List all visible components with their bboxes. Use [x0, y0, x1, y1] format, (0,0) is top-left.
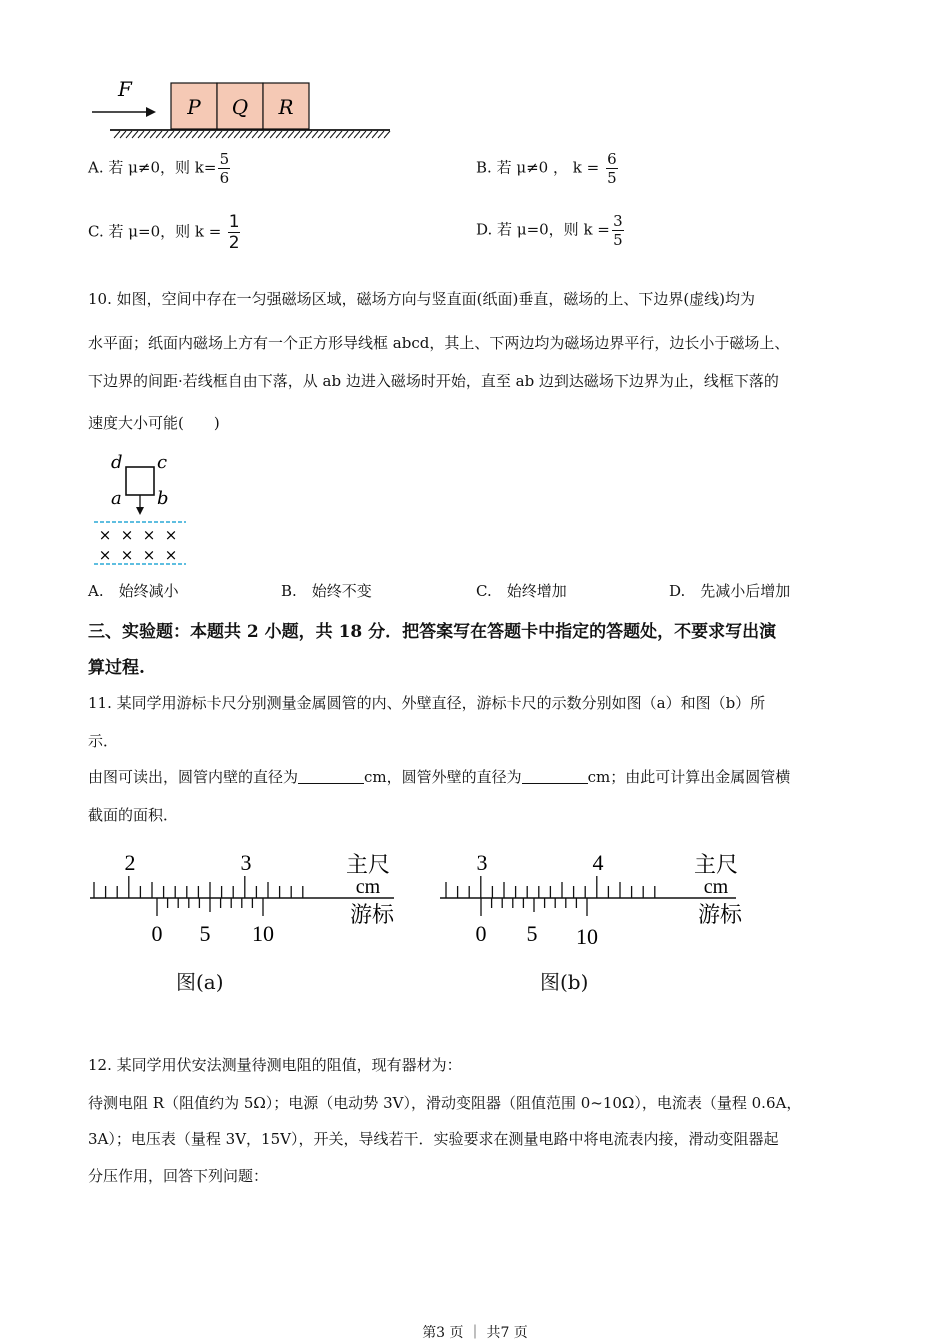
q10-option-c: C. 始终增加	[476, 582, 567, 600]
q11-line-4: 截面的面积．	[88, 806, 179, 824]
hatch-line	[276, 131, 282, 138]
hatch-line	[240, 131, 246, 138]
q10-option-a: A. 始终减小	[88, 582, 179, 600]
hatch-line	[360, 131, 366, 138]
hatch-line	[126, 131, 132, 138]
q9-option-c: C. 若 μ=0，则 k = $\frac{1}{2}$	[88, 212, 240, 253]
block-p-label: P	[187, 95, 201, 119]
q10-line-4: 速度大小可能( )	[88, 414, 220, 432]
hatch-line	[234, 131, 240, 138]
magnetic-field-figure	[88, 448, 198, 572]
field-x-mark: ×	[98, 526, 112, 544]
caliper-b-ticks	[446, 876, 655, 916]
ground-hatch	[114, 131, 390, 138]
label-d: d	[111, 452, 123, 473]
hatch-line	[318, 131, 324, 138]
block-r-label: R	[278, 95, 294, 119]
q11-line-1: 11. 某同学用游标卡尺分别测量金属圆管的内、外壁直径，游标卡尺的示数分别如图（a）和图（b）所	[88, 694, 766, 712]
caliper-a-caption: 图(a)	[176, 970, 224, 994]
field-marks	[99, 526, 178, 564]
hatch-line	[270, 131, 276, 138]
hatch-line	[192, 131, 198, 138]
q10-line-1: 10. 如图，空间中存在一匀强磁场区域，磁场方向与竖直面(纸面)垂直，磁场的上、下边界(虚线)均为	[88, 290, 756, 308]
caliper-b-main-4: 4	[592, 850, 604, 875]
field-x-mark: ×	[142, 526, 156, 544]
q12-line-1: 12. 某同学用伏安法测量待测电阻的阻值，现有器材为：	[88, 1056, 462, 1074]
section3-heading-line-1: 三、实验题：本题共 2 小题，共 18 分．把答案写在答题卡中指定的答题处，不要求写出演	[88, 622, 777, 642]
field-x-mark: ×	[98, 546, 112, 564]
force-arrowhead	[146, 107, 156, 117]
hatch-line	[342, 131, 348, 138]
caliper-b-vernier-0: 0	[475, 921, 487, 946]
caliper-b-unit: cm	[703, 876, 729, 898]
hatch-line	[186, 131, 192, 138]
caliper-a-ticks	[94, 876, 303, 916]
hatch-line	[210, 131, 216, 138]
hatch-line	[168, 131, 174, 138]
label-b: b	[157, 488, 169, 509]
caliper-a-main-2: 2	[124, 850, 136, 875]
hatch-line	[150, 131, 156, 138]
hatch-line	[216, 131, 222, 138]
inner-diameter-blank[interactable]	[298, 783, 364, 784]
hatch-line	[294, 131, 300, 138]
hatch-line	[120, 131, 126, 138]
hatch-line	[312, 131, 318, 138]
hatch-line	[330, 131, 336, 138]
hatch-line	[366, 131, 372, 138]
caliper-b-main-label: 主尺	[693, 852, 739, 877]
q10-option-b: B. 始终不变	[281, 582, 372, 600]
hatch-line	[336, 131, 342, 138]
hatch-line	[222, 131, 228, 138]
caliper-a-unit: cm	[355, 876, 381, 898]
hatch-line	[288, 131, 294, 138]
hatch-line	[198, 131, 204, 138]
caliper-a	[84, 846, 400, 950]
hatch-line	[138, 131, 144, 138]
caliper-a-vernier-5: 5	[199, 921, 211, 946]
hatch-line	[384, 131, 390, 138]
hatch-line	[300, 131, 306, 138]
caliper-b	[436, 846, 752, 950]
field-x-mark: ×	[120, 526, 134, 544]
q10-line-2: 水平面；纸面内磁场上方有一个正方形导线框 abcd，其上、下两边均为磁场边界平行，边长小于磁场上、	[88, 334, 790, 352]
hatch-line	[372, 131, 378, 138]
hatch-line	[180, 131, 186, 138]
caliper-b-vernier-label: 游标	[697, 902, 743, 927]
hatch-line	[252, 131, 258, 138]
hatch-line	[114, 131, 120, 138]
hatch-line	[258, 131, 264, 138]
hatch-line	[132, 131, 138, 138]
q10-line-3: 下边界的间距·若线框自由下落，从 ab 边进入磁场时开始，直至 ab 边到达磁场下边界为止，线框下落的	[88, 372, 779, 390]
hatch-line	[354, 131, 360, 138]
fall-arrowhead	[136, 507, 144, 515]
hatch-line	[174, 131, 180, 138]
hatch-line	[348, 131, 354, 138]
hatch-line	[264, 131, 270, 138]
square-frame	[126, 467, 154, 495]
page-footer: 第3 页 ｜ 共7 页	[422, 1325, 528, 1341]
q12-line-4: 分压作用，回答下列问题：	[88, 1167, 269, 1185]
q10-option-d: D. 先减小后增加	[669, 582, 791, 600]
caliper-a-main-3: 3	[240, 850, 252, 875]
caliper-b-vernier-5: 5	[526, 921, 538, 946]
caliper-b-main-3: 3	[476, 850, 488, 875]
hatch-line	[204, 131, 210, 138]
hatch-line	[282, 131, 288, 138]
q12-line-3: 3A）；电压表（量程 3V，15V），开关，导线若干．实验要求在测量电路中将电流表内接，滑动变阻器起	[88, 1130, 779, 1148]
q9-option-a: A. 若 μ≠0，则 k= $\frac{5}{6}$	[88, 150, 230, 187]
q9-option-b: B. 若 μ≠0 ， k = $\frac{6}{5}$	[476, 150, 617, 187]
q11-fill-line: 由图可读出，圆管内壁的直径为 cm，圆管外壁的直径为 cm；由此可计算出金属圆管横	[88, 768, 791, 786]
hatch-line	[162, 131, 168, 138]
q9-option-d: D. 若 μ=0，则 k = $\frac{3}{5}$	[476, 212, 623, 249]
caliper-a-vernier-label: 游标	[349, 902, 395, 927]
hatch-line	[378, 131, 384, 138]
block-q-label: Q	[231, 95, 249, 119]
field-x-mark: ×	[164, 546, 178, 564]
label-a: a	[111, 488, 122, 509]
q12-line-2: 待测电阻 R（阻值约为 5Ω）；电源（电动势 3V），滑动变阻器（阻值范围 0~10Ω），电流表（量程 0.6A，	[88, 1094, 802, 1112]
hatch-line	[306, 131, 312, 138]
force-label: F	[118, 77, 132, 101]
q11-line-2: 示．	[88, 732, 119, 750]
caliper-b-caption: 图(b)	[540, 970, 589, 994]
caliper-b-vernier-10: 10	[576, 924, 598, 949]
field-x-mark: ×	[120, 546, 134, 564]
hatch-line	[228, 131, 234, 138]
pqr-figure	[88, 74, 398, 140]
label-c: c	[157, 452, 168, 473]
field-x-mark: ×	[164, 526, 178, 544]
hatch-line	[246, 131, 252, 138]
outer-diameter-blank[interactable]	[522, 783, 588, 784]
section3-heading-line-2: 算过程.	[88, 658, 145, 678]
hatch-line	[144, 131, 150, 138]
caliper-a-main-label: 主尺	[345, 852, 391, 877]
caliper-a-vernier-10: 10	[252, 921, 274, 946]
caliper-a-vernier-0: 0	[151, 921, 163, 946]
field-x-mark: ×	[142, 546, 156, 564]
hatch-line	[156, 131, 162, 138]
hatch-line	[324, 131, 330, 138]
